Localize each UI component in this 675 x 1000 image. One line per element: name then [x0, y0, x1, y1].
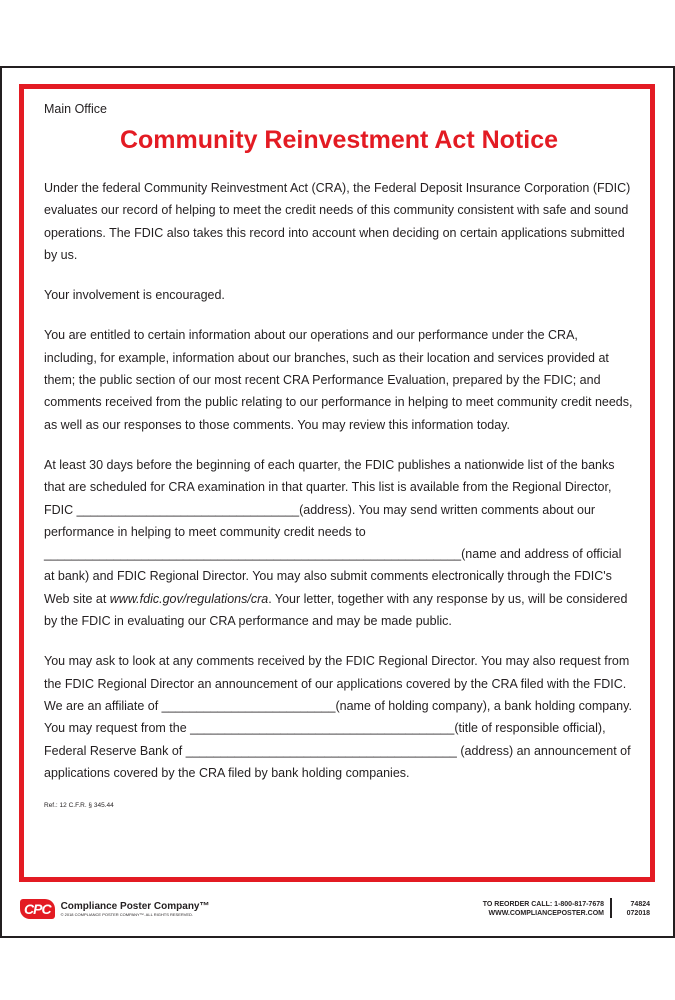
- reorder-website[interactable]: WWW.COMPLIANCEPOSTER.COM: [488, 910, 604, 917]
- footer: [20, 894, 650, 924]
- red-border-frame: [19, 84, 655, 882]
- paragraph-5: You may ask to look at any comments received by the FDIC Regional Director. You may also request from the FDIC Regional Director an announcement of our applications covered by the CRA filed with the FDIC. We are an affiliate of _________________________(name of holding company), a bank holding company. You may request from the ______________________________________(title of responsible official), Federal Reserve Bank of _______________________________________ (address) an announcement of applications covered by the CRA filed by bank holding companies.: [44, 654, 632, 780]
- page-title: Community Reinvestment Act Notice: [119, 126, 559, 154]
- company-name: Compliance Poster Company™: [60, 900, 210, 912]
- revision-date: 072018: [626, 910, 650, 917]
- reorder-phone: TO REORDER CALL: 1-800-817-7678: [482, 901, 604, 908]
- poster-number: 74824: [630, 901, 650, 908]
- reorder-info: [483, 900, 604, 918]
- paragraph-4: [44, 454, 634, 632]
- fdic-url-link[interactable]: www.fdic.gov/regulations/cra: [109, 591, 269, 606]
- paragraph-4-text-b: . Your letter, together with any response by us, will be considered by the FDIC in evaluating our CRA performance and may be made public.: [44, 591, 628, 629]
- copyright-text: © 2018 COMPLIANCE POSTER COMPANY™. ALL RIGHTS RESERVED.: [60, 911, 194, 917]
- office-label: Main Office: [44, 102, 107, 116]
- paragraph-1: Under the federal Community Reinvestment Act (CRA), the Federal Deposit Insurance Corporation (FDIC) evaluates our record of helping to meet the credit needs of this community consistent with safe and sound operations. The FDIC also takes this record into account when deciding on certain applications submitted by us.: [44, 181, 631, 262]
- poster: [0, 66, 675, 938]
- paragraph-4-text-a: At least 30 days before the beginning of each quarter, the FDIC publishes a nationwide list of the banks that are scheduled for CRA examination in that quarter. This list is available from the Regional Director, FDIC ________________________________(address). You may send written comments about our performance in helping to meet community credit needs to ____________________________________________________________(name and address of official at bank) and FDIC Regional Director. You may also submit comments electronically through the FDIC's Web site at: [44, 457, 622, 606]
- notice-content: [44, 101, 634, 809]
- regulation-reference: Ref.: 12 C.F.R. § 345.44: [44, 802, 114, 810]
- paragraph-3: You are entitled to certain information about our operations and our performance under the CRA, including, for example, information about our branches, such as their location and services provided at them; the public section of our most recent CRA Performance Evaluation, prepared by the FDIC; and comments received from the public relating to our performance in helping to meet community credit needs, as well as our responses to those comments. You may review this information today.: [44, 328, 633, 432]
- company-logo: [20, 898, 209, 920]
- product-code: [627, 900, 650, 918]
- divider: [610, 898, 612, 918]
- paragraph-2: Your involvement is encouraged.: [44, 288, 225, 303]
- cpc-logo-icon: CPC: [20, 899, 55, 919]
- logo-text: [61, 901, 210, 918]
